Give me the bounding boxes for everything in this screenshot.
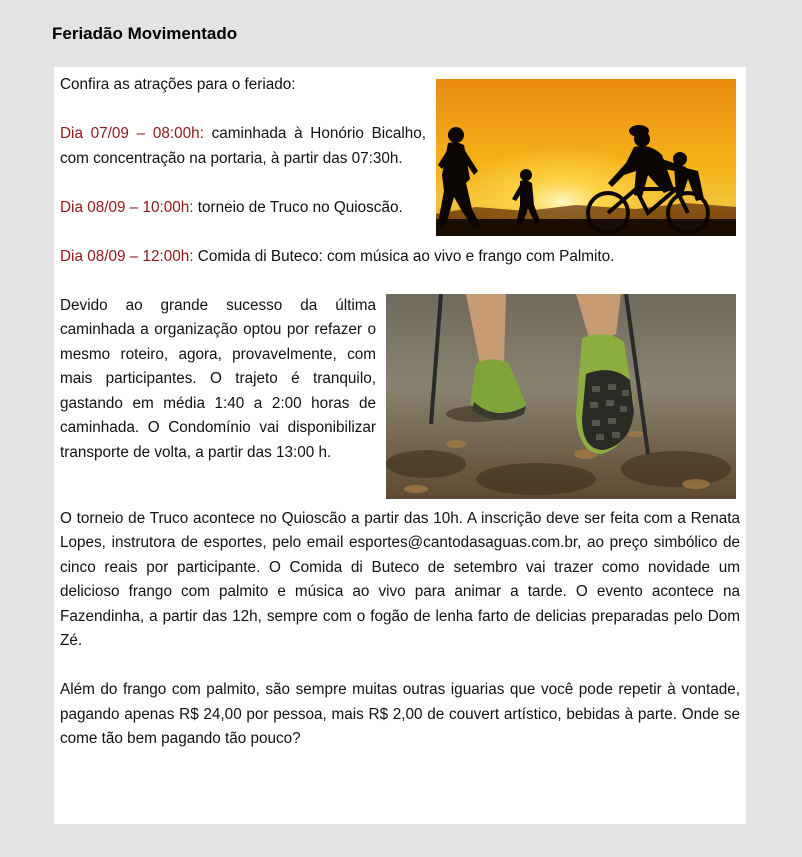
event-item <box>60 245 740 270</box>
event-date: Dia 08/09 – 12:00h: <box>60 247 194 265</box>
event-description: caminhada à Honório Bicalho, com concentração na portaria, à partir das 07:30h. <box>60 125 426 167</box>
sunset-runners-cyclist-image <box>436 79 736 236</box>
article-content <box>54 67 746 824</box>
intro-text: Confira as atrações para o feriado: <box>60 76 296 93</box>
body-paragraph: Devido ao grande sucesso da última caminhada a organização optou por refazer o mesmo roteiro, agora, provavelmente, com mais participantes. O trajeto é tranquilo, gastando em média 1:40 a 2:00 horas de caminhada. O Condomínio vai disponibilizar transporte de volta, a partir das 13:00 h. <box>60 296 376 461</box>
page-title: Feriadão Movimentado <box>52 24 238 43</box>
event-date: Dia 08/09 – 10:00h: <box>60 198 194 216</box>
body-paragraph: O torneio de Truco acontece no Quioscão a partir das 10h. A inscrição deve ser feita com a Renata Lopes, instrutora de esportes, pelo email esportes@cantodasaguas.com.br, ao preço simbólico de cinco reais por participante. O Comida di Buteco de setembro vai trazer como novidade um delicioso frango com palmito e música ao vivo para animar a tarde. O evento acontece na Fazendinha, a partir das 12h, sempre com o fogão de lenha farto de delicias preparadas pelo Dom Zé. <box>60 509 740 649</box>
body-paragraph: Além do frango com palmito, são sempre muitas outras iguarias que você pode repetir à vontade, pagando apenas R$ 24,00 por pessoa, mais R$ 2,00 de couvert artístico, bebidas à parte. Onde se come tão bem pagando tão pouco? <box>60 681 740 747</box>
event-description: Comida di Buteco: com música ao vivo e frango com Palmito. <box>193 247 615 265</box>
event-date: Dia 07/09 – 08:00h: <box>60 125 204 142</box>
event-description: torneio de Truco no Quioscão. <box>193 198 403 216</box>
hiking-boots-image <box>386 294 736 499</box>
